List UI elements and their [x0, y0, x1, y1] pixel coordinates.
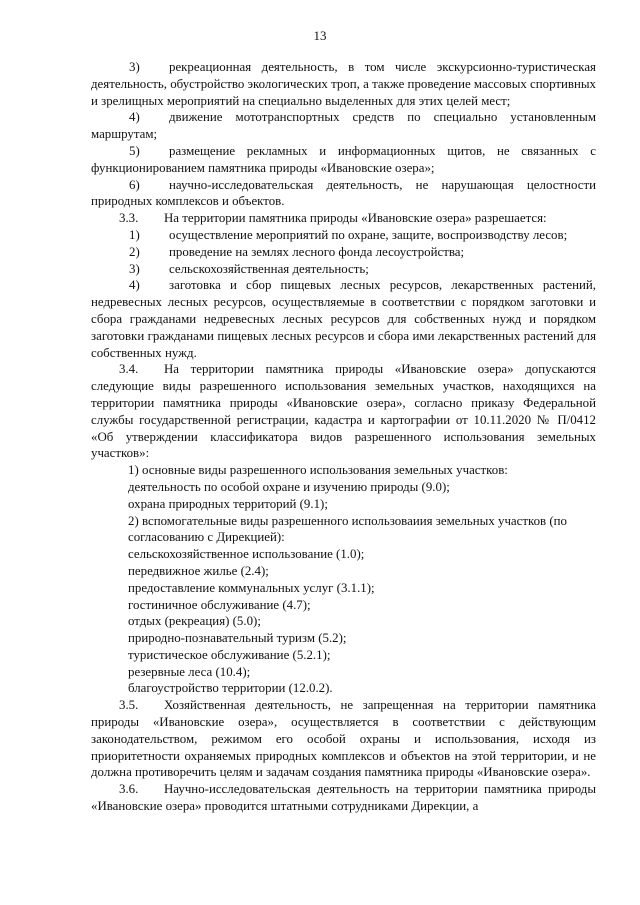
- page-number: 13: [313, 28, 327, 43]
- indented-line: благоустройство территории (12.0.2).: [128, 681, 333, 696]
- list-item: [91, 143, 596, 177]
- item-number: 3.5.: [119, 698, 139, 713]
- list-item: [91, 261, 596, 278]
- section-paragraph: [91, 781, 596, 815]
- item-number: 3.4.: [119, 362, 139, 377]
- indented-line: резервные леса (10.4);: [128, 664, 251, 679]
- item-text: размещение рекламных и информационных щитов, не связанных с функционированием памятника природы «Ивановские озера»;: [91, 143, 596, 175]
- item-number: 2): [129, 244, 140, 259]
- item-number: 3.3.: [119, 211, 139, 226]
- section-paragraph: [91, 697, 596, 781]
- item-number: 4): [129, 278, 140, 293]
- item-number: 3): [129, 261, 140, 276]
- list-item: [91, 59, 596, 109]
- item-number: 3): [129, 60, 140, 74]
- indented-line: природно-познавательный туризм (5.2);: [128, 631, 347, 646]
- list-item: [91, 109, 596, 143]
- item-text: На территории памятника природы «Ивановские озера» допускаются следующие виды разрешенного использования земельных участков, находящихся на территории памятника природы «Ивановские озера», согласно приказу Федеральной службы государственной регистрации, кадастра и картографии от 10.11.2020 № П/0412 «Об утверждении классификатора видов разрешенного использования земельных участков»:: [91, 362, 596, 461]
- indented-line: передвижное жилье (2.4);: [128, 563, 269, 578]
- item-text: проведение на землях лесного фонда лесоустройства;: [169, 244, 465, 259]
- item-text: движение мототранспортных средств по специально установленным маршрутам;: [91, 110, 596, 142]
- indented-line: гостиничное обслуживание (4.7);: [128, 597, 311, 612]
- list-item: [91, 244, 596, 261]
- list-item: [91, 177, 596, 211]
- item-text: Научно-исследовательская деятельность на территории памятника природы «Ивановские озера» проводится штатными сотрудниками Дирекции, а: [91, 782, 596, 814]
- item-number: 5): [129, 143, 140, 158]
- item-text: осуществление мероприятий по охране, защите, воспроизводству лесов;: [169, 227, 568, 242]
- indented-line: охрана природных территорий (9.1);: [128, 496, 328, 511]
- indented-line: деятельность по особой охране и изучению природы (9.0);: [128, 479, 450, 494]
- indented-line: туристическое обслуживание (5.2.1);: [128, 647, 331, 662]
- indented-line: предоставление коммунальных услуг (3.1.1);: [128, 580, 375, 595]
- item-number: 6): [129, 177, 140, 192]
- item-text: научно-исследовательская деятельность, не нарушающая целостности природных комплексов и объектов.: [91, 177, 596, 209]
- item-number: 1): [129, 227, 140, 242]
- item-text: заготовка и сбор пищевых лесных ресурсов, лекарственных растений, недревесных лесных ресурсов, осуществляемые в соответствии с порядком заготовки и сбора гражданами недревесных лесных ресурсов для собственных нужд и порядком заготовки гражданами пищевых лесных ресурсов и сбора ими лекарственных растений для собственных нужд.: [91, 278, 596, 360]
- section-paragraph: [91, 361, 596, 462]
- indented-line: 1) основные виды разрешенного использования земельных участков:: [128, 463, 508, 478]
- list-item: [91, 277, 596, 361]
- item-number: 3.6.: [119, 782, 139, 797]
- item-text: Хозяйственная деятельность, не запрещенная на территории памятника природы «Ивановские озера», осуществляется в соответствии с действующим законодательством, режимом его особой охраны и использования, исходя из приоритетности охраняемых природных комплексов и объектов на этой территории, и не должна противоречить целям и задачам создания памятника природы «Ивановские озера».: [91, 698, 596, 780]
- indented-line: сельскохозяйственное использование (1.0);: [128, 547, 365, 562]
- indented-line: 2) вспомогательные виды разрешенного использоваиия земельных участков (по согласованию с Дирекцией):: [128, 513, 568, 545]
- item-text: сельскохозяйственная деятельность;: [169, 261, 369, 276]
- section-paragraph: [91, 210, 596, 227]
- document-body: [91, 59, 596, 815]
- indented-line: отдых (рекреация) (5.0);: [128, 614, 261, 629]
- item-text: рекреационная деятельность, в том числе экскурсионно-туристическая деятельность, обустройство экологических троп, а также проведение массовых спортивных и зрелищных мероприятий на специально выделенных для этих целей мест;: [91, 60, 596, 108]
- list-item: [91, 227, 596, 244]
- item-number: 4): [129, 110, 140, 125]
- item-text: На территории памятника природы «Ивановские озера» разрешается:: [164, 211, 547, 226]
